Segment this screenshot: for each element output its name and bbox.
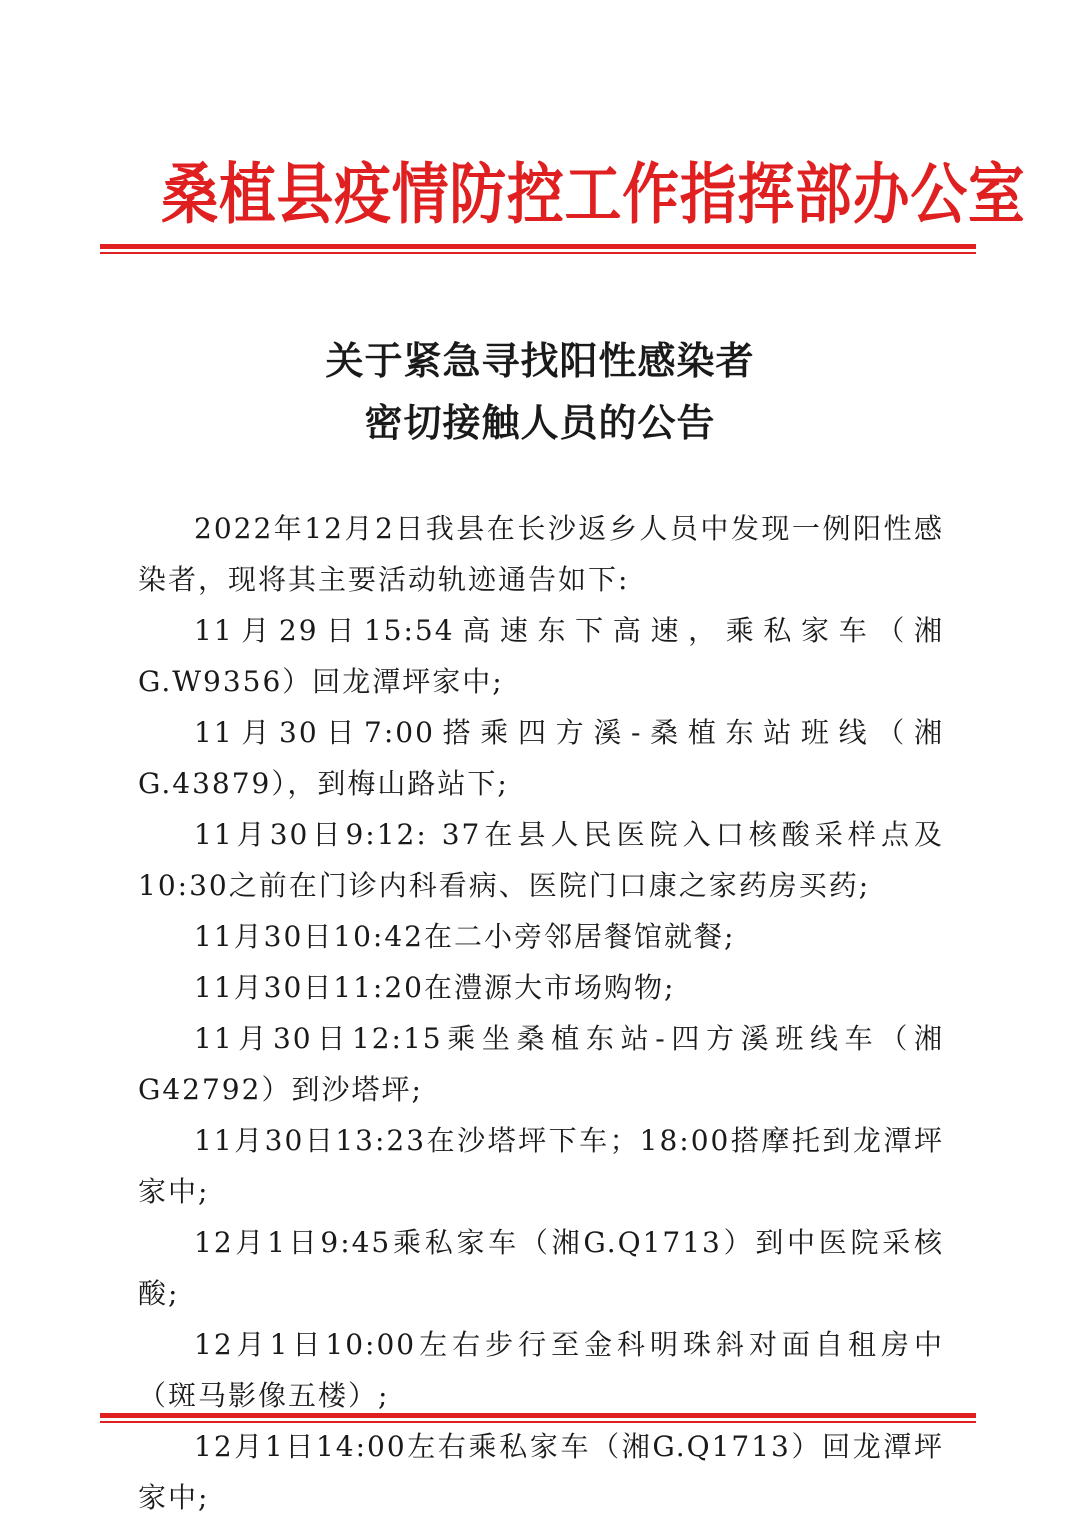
itinerary-item: 11月30日12:15乘坐桑植东站-四方溪班线车（湘G42792）到沙塔坪; <box>138 1022 944 1106</box>
document-title-line-2: 密切接触人员的公告 <box>364 400 716 445</box>
itinerary-item: 11月30日13:23在沙塔坪下车；18:00搭摩托到龙潭坪家中; <box>138 1124 944 1208</box>
header-divider-thin-line <box>100 252 976 254</box>
itinerary-item: 11月30日7:00搭乘四方溪-桑植东站班线（湘G.43879），到梅山路站下; <box>138 716 944 800</box>
itinerary-item: 11月30日11:20在澧源大市场购物; <box>194 971 676 1004</box>
itinerary-item: 12月1日9:45乘私家车（湘G.Q1713）到中医院采核酸; <box>138 1226 944 1310</box>
footer-divider-thick-line <box>100 1413 976 1418</box>
footer-divider <box>100 1413 976 1423</box>
itinerary-item: 11月30日9:12: 37在县人民医院入口核酸采样点及10:30之前在门诊内科看病、医院门口康之家药房买药; <box>138 818 944 902</box>
itinerary-item: 12月1日14:00左右乘私家车（湘G.Q1713）回龙潭坪家中; <box>138 1430 944 1514</box>
itinerary-item: 12月1日10:00左右步行至金科明珠斜对面自租房中（斑马影像五楼）; <box>138 1328 944 1412</box>
issuer-header <box>100 140 1026 250</box>
footer-divider-thin-line <box>100 1421 976 1423</box>
itinerary-item: 11月30日10:42在二小旁邻居餐馆就餐; <box>194 920 736 953</box>
intro-paragraph: 2022年12月2日我县在长沙返乡人员中发现一例阳性感染者，现将其主要活动轨迹通告如下: <box>138 512 944 596</box>
document-title <box>140 330 940 454</box>
document-body <box>138 503 944 1523</box>
document-title-line-1: 关于紧急寻找阳性感染者 <box>325 338 755 383</box>
issuer-title: 桑植县疫情防控工作指挥部办公室 <box>161 156 1026 233</box>
header-divider <box>100 244 976 254</box>
header-divider-thick-line <box>100 244 976 249</box>
itinerary-item: 11月29日15:54高速东下高速，乘私家车（湘G.W9356）回龙潭坪家中; <box>138 614 944 698</box>
